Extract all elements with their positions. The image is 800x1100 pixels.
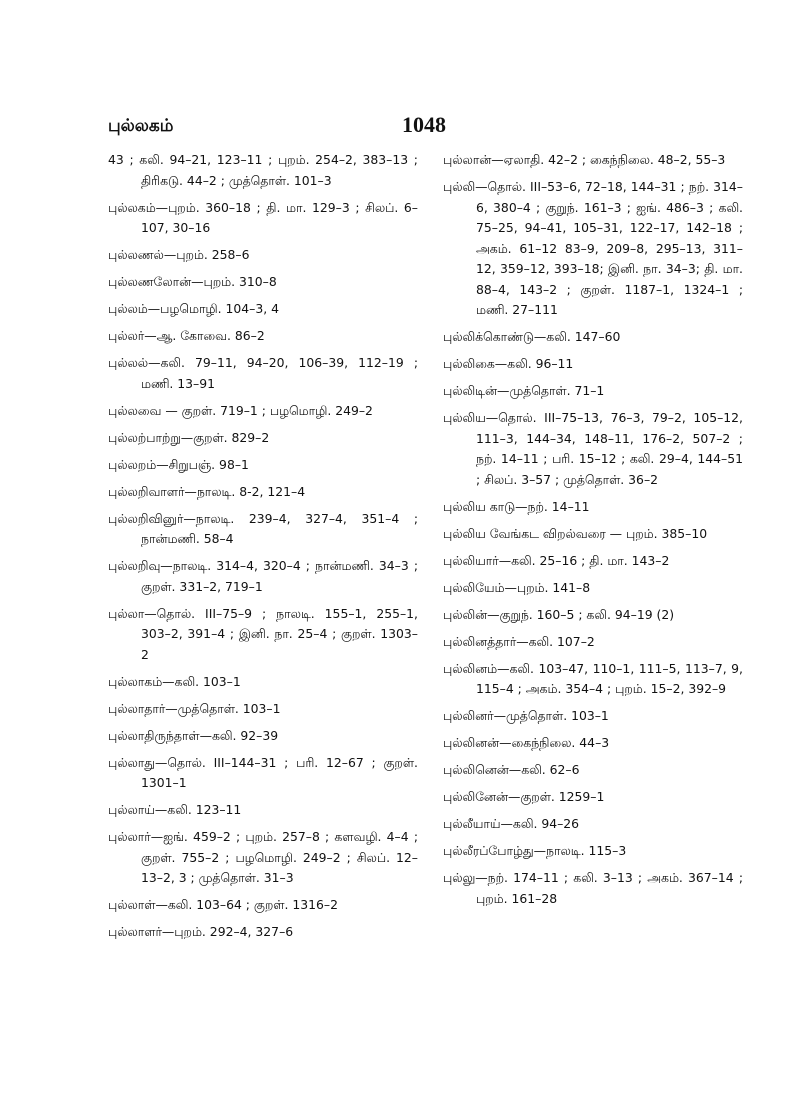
page-number: 1048 xyxy=(402,112,446,137)
index-entry: புல்லர்—ஆ. கோவை. 86–2 xyxy=(108,328,265,343)
index-entry: புல்லிகை—கலி. 96–11 xyxy=(443,356,574,371)
index-entry: புல்லான்—ஏலாதி. 42–2 ; கைந்நிலை. 48–2, 55–3 xyxy=(443,152,726,167)
index-entry: புல்லினத்தார்—கலி. 107–2 xyxy=(443,633,595,649)
index-entry: புல்லின்—குறுந். 160–5 ; கலி. 94–19 (2) xyxy=(443,606,675,622)
index-entry: புல்லாளர்—புறம். 292–4, 327–6 xyxy=(108,924,294,939)
index-entry: புல்லற்பாற்று—குறள். 829–2 xyxy=(108,429,270,445)
index-entry: புல்லாகம்—கலி. 103–1 xyxy=(108,673,241,689)
index-entry: புல்லினென்—கலி. 62–6 xyxy=(443,762,580,777)
left-column xyxy=(108,150,418,949)
index-entry: புல்லு—நற். 174–11 ; கலி. 3–13 ; அகம். 367–14 ; புறம். 161–28 xyxy=(443,870,743,906)
index-entry: புல்லீயாய்—கலி. 94–26 xyxy=(443,816,580,831)
index-entry: புல்லணலோன்—புறம். 310–8 xyxy=(108,274,277,289)
index-entry: புல்லணல்—புறம். 258–6 xyxy=(108,247,250,262)
index-entry: புல்லாது—தொல். III–144–31 ; பரி. 12–67 ; குறள். 1301–1 xyxy=(108,754,418,790)
index-entry: புல்லினர்—முத்தொள். 103–1 xyxy=(443,708,609,723)
index-entry: புல்லிய—தொல். III–75–13, 76–3, 79–2, 105–12, 111–3, 144–34, 148–11, 176–2, 507–2 ; நற். 14–11 ; பரி. 15–12 ; கலி. 29–4, 144–51 ; சிலப். 3–57 ; முத்தொள். 36–2 xyxy=(443,410,743,487)
running-head: புல்லகம் xyxy=(108,116,174,136)
index-entry: புல்லீரப்போழ்து—நாலடி. 115–3 xyxy=(443,843,627,858)
index-entry: புல்லறிவாளர்—நாலடி. 8-2, 121–4 xyxy=(108,483,306,499)
index-entry: புல்லாதார்—முத்தொள். 103–1 xyxy=(108,700,281,716)
index-entry: புல்லா—தொல். III–75–9 ; நாலடி. 155–1, 255–1, 303–2, 391–4 ; இனி. நா. 25–4 ; குறள். 1303–2 xyxy=(108,605,418,662)
index-entry: புல்லிய வேங்கட விறல்வரை — புறம். 385–10 xyxy=(443,525,708,541)
index-entry: புல்லறம்—சிறுபஞ். 98–1 xyxy=(108,456,249,472)
index-entry: புல்லாய்—கலி. 123–11 xyxy=(108,802,242,817)
index-entry: புல்லிடின்—முத்தொள். 71–1 xyxy=(443,383,605,398)
index-entry: புல்லாதிருந்தாள்—கலி. 92–39 xyxy=(108,727,279,743)
right-column xyxy=(443,150,743,916)
index-entry: புல்லல்—கலி. 79–11, 94–20, 106–39, 112–19 ; மணி. 13–91 xyxy=(108,355,418,391)
index-entry: புல்லம்—பழமொழி. 104–3, 4 xyxy=(108,301,279,316)
index-entry: புல்லினேன்—குறள். 1259–1 xyxy=(443,789,605,804)
index-entry: புல்லினன்—கைந்நிலை. 44–3 xyxy=(443,735,610,750)
index-entry: புல்லறிவினுர்—நாலடி. 239–4, 327–4, 351–4 ; நான்மணி. 58–4 xyxy=(108,510,418,546)
index-entry: புல்லிக்கொண்டு—கலி. 147–60 xyxy=(443,329,621,344)
index-entry: புல்லார்—ஐங். 459–2 ; புறம். 257–8 ; களவழி. 4–4 ; குறள். 755–2 ; பழமொழி. 249–2 ; சிலப். 12–13–2, 3 ; முத்தொள். 31–3 xyxy=(108,829,418,885)
index-entry: 43 ; கலி. 94–21, 123–11 ; புறம். 254–2, 383–13 ; திரிகடு. 44–2 ; முத்தொள். 101–3 xyxy=(108,152,418,188)
index-entry: புல்லியார்—கலி. 25–16 ; தி. மா. 143–2 xyxy=(443,552,670,568)
index-entry: புல்லி—தொல். III–53–6, 72–18, 144–31 ; நற். 314–6, 380–4 ; குறுந். 161–3 ; ஐங். 486–3 ; கலி. 75–25, 94–41, 105–31, 122–17, 142–18 ; அகம். 61–12 83–9, 209–8, 295–13, 311–12, 359–12, 393–18; இனி. நா. 34–3; தி. மா. 88–4, 143–2 ; குறள். 1187–1, 1324–1 ; மணி. 27–111 xyxy=(443,179,743,317)
index-entry: புல்லிய காடு—நற். 14–11 xyxy=(443,498,590,514)
index-entry: புல்லகம்—புறம். 360–18 ; தி. மா. 129–3 ; சிலப். 6–107, 30–16 xyxy=(108,199,418,235)
index-entry: புல்லியேம்—புறம். 141–8 xyxy=(443,579,591,595)
index-entry: புல்லினம்—கலி. 103–47, 110–1, 111–5, 113–7, 9, 115–4 ; அகம். 354–4 ; புறம். 15–2, 392–9 xyxy=(443,660,743,696)
index-entry: புல்லவை — குறள். 719–1 ; பழமொழி. 249–2 xyxy=(108,402,373,418)
index-entry: புல்லறிவு—நாலடி. 314–4, 320–4 ; நான்மணி. 34–3 ; குறள். 331–2, 719–1 xyxy=(108,558,418,594)
index-entry: புல்லாள்—கலி. 103–64 ; குறள். 1316–2 xyxy=(108,897,338,912)
